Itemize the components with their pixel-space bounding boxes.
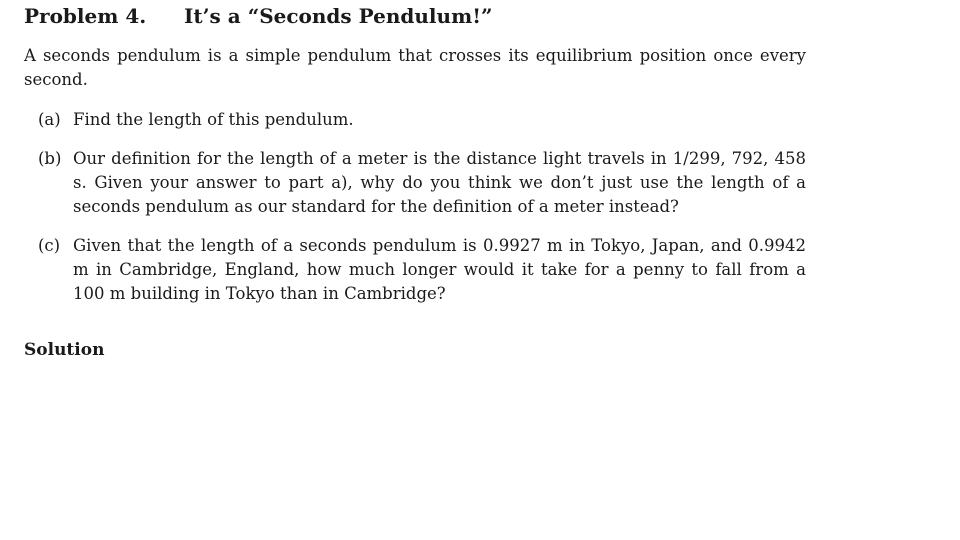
part-text: Find the length of this pendulum. [73, 110, 354, 129]
problem-part-b [38, 147, 806, 219]
problem-part-c [38, 234, 806, 306]
problem-intro: A seconds pendulum is a simple pendulum that crosses its equilibrium position once every second. [24, 46, 806, 89]
problem-heading [24, 4, 493, 28]
part-label: (c) [38, 236, 61, 255]
problem-number: Problem 4. [24, 4, 147, 28]
part-text: Given that the length of a seconds pendulum is 0.9927 m in Tokyo, Japan, and 0.9942 m in Cambridge, England, how much longer would it take for a penny to fall from a 100 m building in Tokyo than in Cambridge? [73, 236, 806, 303]
part-label: (a) [38, 110, 61, 129]
problem-part-a [38, 108, 806, 132]
part-text: Our definition for the length of a meter is the distance light travels in 1/299, 792, 458 s. Given your answer to part a), why do you think we don’t just use the length of a seconds pendulum as our standard for the definition of a meter instead? [73, 149, 806, 216]
problem-title: It’s a “Seconds Pendulum!” [184, 4, 493, 28]
part-label: (b) [38, 149, 62, 168]
solution-heading: Solution [24, 340, 105, 360]
problem-parts-list [38, 108, 806, 321]
